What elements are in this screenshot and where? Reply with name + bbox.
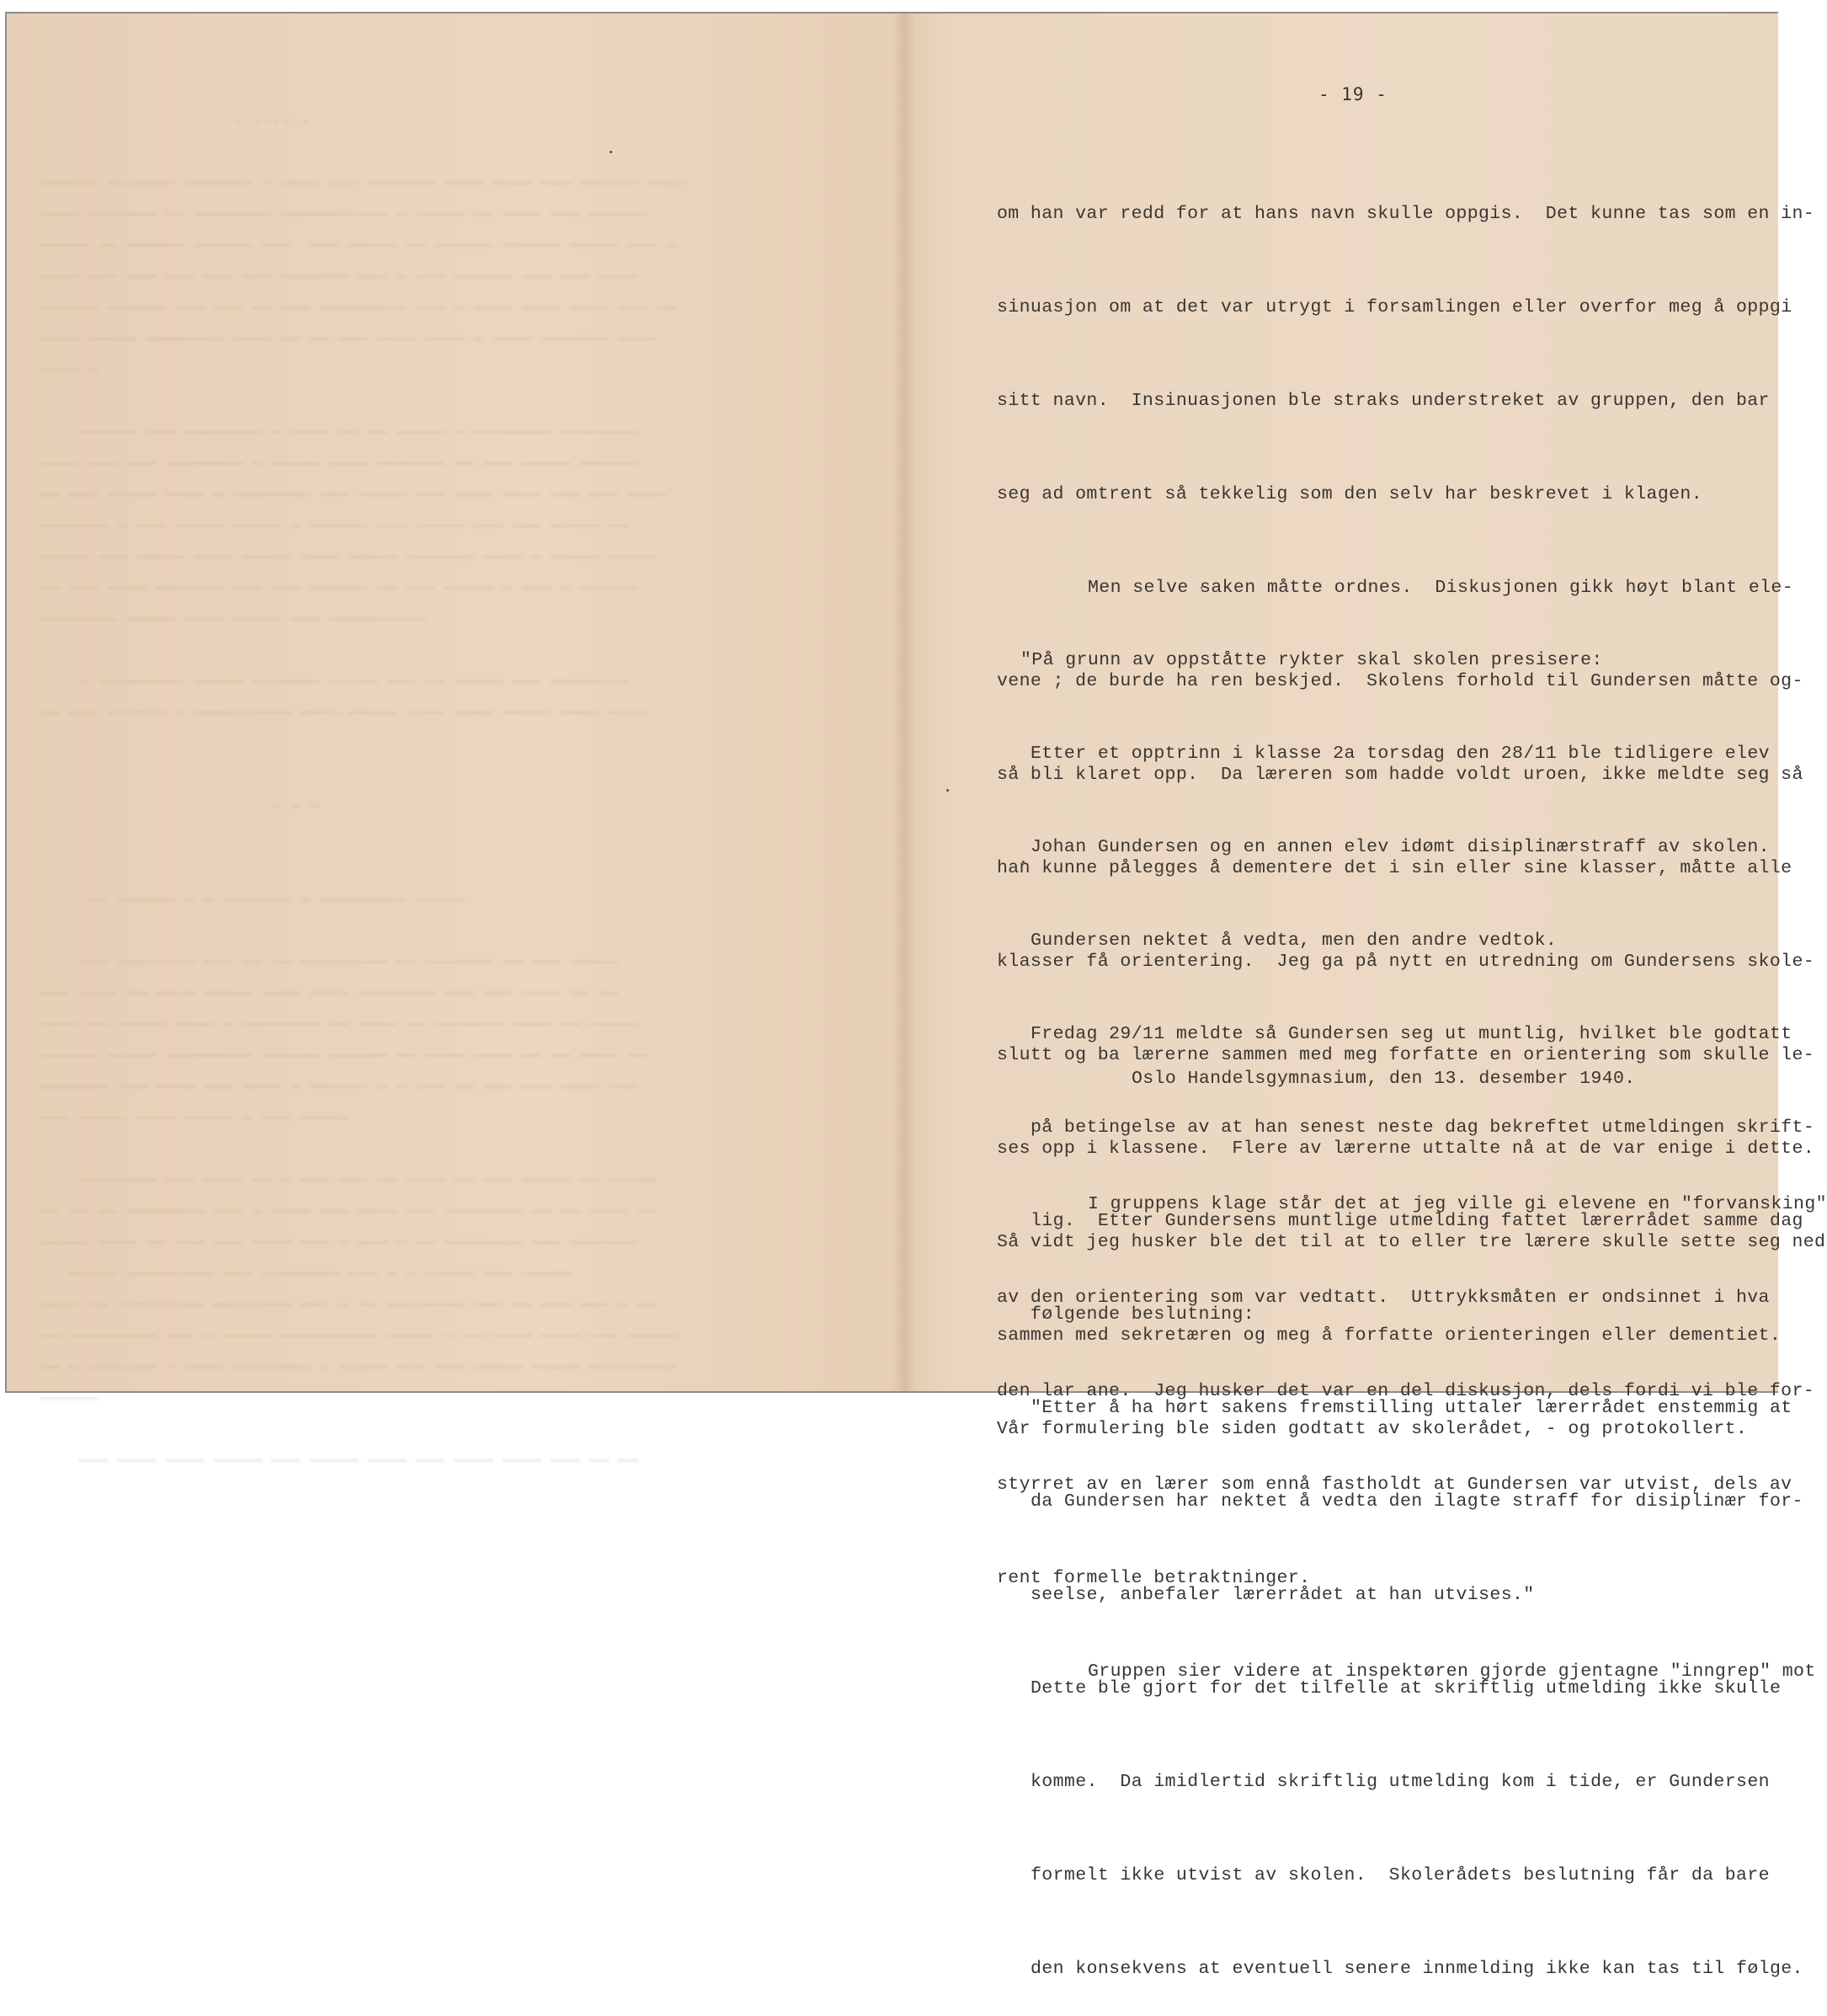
signature-line: Oslo Handelsgymnasium, den 13. desember 1940. xyxy=(1132,1069,1636,1089)
text-line: Så vidt jeg husker ble det til at to eller tre lærere skulle sette seg ned xyxy=(997,1232,1826,1252)
paper-speck xyxy=(610,151,612,153)
text-line: ses opp i klassene. Flere av lærerne uttalte nå at de var enige i dette. xyxy=(997,1139,1815,1159)
text-line: om han var redd for at hans navn skulle oppgis. Det kunne tas som en in- xyxy=(997,204,1815,224)
paper-speck xyxy=(946,789,949,792)
text-line: I gruppens klage står det at jeg ville gi elevene en "forvansking" xyxy=(1088,1194,1827,1214)
text-line: komme. Da imidlertid skriftlig utmelding kom i tide, er Gundersen xyxy=(1031,1772,1770,1792)
text-line: seg ad omtrent så tekkelig som den selv har beskrevet i klagen. xyxy=(997,484,1703,504)
text-line: vene ; de burde ha ren beskjed. Skolens forhold til Gundersen måtte og- xyxy=(997,671,1803,691)
text-line: Gruppen sier videre at inspektøren gjorde gjentagne "inngrep" mot xyxy=(1088,1661,1816,1682)
text-line: slutt og ba lærerne sammen med meg forfatte en orientering som skulle le- xyxy=(997,1045,1815,1065)
text-line: lig. Etter Gundersens muntlige utmelding fattet lærerrådet samme dag xyxy=(1031,1211,1803,1231)
text-line: Vår formulering ble siden godtatt av skolerådet, - og protokollert. xyxy=(997,1419,1748,1439)
text-line: sitt navn. Insinuasjonen ble straks understreket av gruppen, den bar xyxy=(997,391,1770,411)
text-line: Etter et opptrinn i klasse 2a torsdag den 28/11 ble tidligere elev xyxy=(1031,744,1770,764)
body-text-bottom xyxy=(997,1127,1827,1719)
text-line: Johan Gundersen og en annen elev idømt disiplinærstraff av skolen. xyxy=(1031,837,1770,857)
text-line: følgende beslutning: xyxy=(1031,1304,1255,1325)
bleed-through-texture: - ---- - ────── ─────── ─────── ─ ──── ─── ─────── ──── ──── ─── ────── ──── ──── ─────── ── ──────── ─────────── ─ ───── ── ──── ─── ────── ───── ── ────── ────── ─── ─── ───── ── ────── ────── ───── ─── ─ ──── ─── ─── ─── ─── ─── ─────── ─── ─ ─── ────── ─── ─── ──── ────── ────── ─── ─── ── ─── ───────── ─── ─ ──── ──── ──── ─── ── ──── ───── ──────── ──── ── ── ─── ──── ──── ─ ──── ─────── ──── ──── ─ ────── ─── ──────── ─ ──── ── ── ───── ─ ──────── ──────── ──── ─── ─── ──────── ─ ───── ──── ─────── ── ─── ───── ────── ── ─── ───── ──── ─ ──────── ─── ───── ─── ──── ──── ─── ─── ──── ─────── ─ ─── ───── ───── ─ ────── ─── ───── ─── ─── ───── ── ───── ─── ───── ──── ───── ──── ───── ─────── ──── ─ ───── ───── ── ─── ──── ─────── ─── ─── ────── ── ─── ───── ─ ─── ─ ────── ──────── ───── ──── ───── ─── ────────── ─ ───────── ───── ─────── ───── ─── ── ───── ─── ──────── ── ─── ────── ─ ────────── ──── ───── ──── ──── ───── ──── ──── ─ ─ ─ ── ────── ─ ─ ─────── ─ ───────── ───── ─── ──────── ─── ── ── ───────── ── ─────── ── ─── ───── ─── ──── ── ──── ───── ──── ──── ──────── ─── ─── ──── ── ── ──── ── ───── ──── ─ ──────── ── ──── ── ─────── ──── ── ───── ────── ───── ───────── ────── ────── ── ──── ──── ── ── ──── ── ─────── ─── ──── ─── ──── ─ ────── ─ ─ ─── ── ─── ─── ──── ─── ─── ───── ──── ───── ─ ─── ───── ──────── ─── ──── ── ─ ─── ─── ── ──── ── ─── ───── ── ───── ── ── ── ──────── ─── ─ ──── ─── ──── ─── ──────── ── ── ──── ── ───── ──── ── ─── ─── ──── ─── ─ ─── ─ ── ──────── ─── ─────── ───── ───────── ─── ──────── ─── ─ ─ ───── ─── ───── ──── ── ───────── ──────── ─── ─ ── ──────── ─── ── ─── ─── ─ ── ── ───────── ─── ─ ───── ────────── ───── ─ ── ──── ──── ─── ───── ── ─ ─────── ─ ──── ──────── ─ ───── ─── ─── ───── ───── ───────── ────── ─── ──── ──── ───── ─── ───── ──── ─── ──── ──── ─── ── ── xyxy=(40,112,686,1470)
page-fold xyxy=(892,13,916,1391)
text-line: da Gundersen har nektet å vedta den ilagte straff for disiplinær for- xyxy=(1031,1491,1803,1512)
text-line: den lar ane. Jeg husker det var en del diskusjon, dels fordi vi ble for- xyxy=(997,1381,1815,1401)
text-line: formelt ikke utvist av skolen. Skolerådets beslutning får da bare xyxy=(1031,1865,1770,1885)
text-line: styrret av en lærer som ennå fastholdt at Gundersen var utvist, dels av xyxy=(997,1475,1792,1495)
text-line: Gundersen nektet å vedta, men den andre vedtok. xyxy=(1031,931,1558,951)
text-line: Dette ble gjort for det tilfelle at skriftlig utmelding ikke skulle xyxy=(1031,1678,1782,1699)
text-line: han kunne pålegges å dementere det i sin eller sine klasser, måtte alle xyxy=(997,858,1792,878)
text-line: rent formelle betraktninger. xyxy=(997,1568,1311,1588)
text-line: Men selve saken måtte ordnes. Diskusjonen gikk høyt blant ele- xyxy=(1088,578,1794,598)
text-line: den konsekvens at eventuell senere innmelding ikke kan tas til følge. xyxy=(1031,1959,1803,1979)
page-number: - 19 - xyxy=(1318,84,1388,104)
text-line: klasser få orientering. Jeg ga på nytt en utredning om Gundersens skole- xyxy=(997,952,1815,972)
text-line: sammen med sekretæren og meg å forfatte orienteringen eller dementiet. xyxy=(997,1325,1782,1346)
text-line: av den orientering som var vedtatt. Uttrykksmåten er ondsinnet i hva xyxy=(997,1288,1770,1308)
text-line: seelse, anbefaler lærerrådet at han utvises." xyxy=(1031,1585,1535,1605)
text-line: så bli klaret opp. Da læreren som hadde voldt uroen, ikke meldte seg så xyxy=(997,765,1803,785)
text-line: på betingelse av at han senest neste dag bekreftet utmeldingen skrift- xyxy=(1031,1117,1815,1138)
text-line: "Etter å ha hørt sakens fremstilling uttaler lærerrådet enstemmig at xyxy=(1031,1398,1792,1418)
left-page-bleed-through xyxy=(7,13,903,1470)
text-line: Fredag 29/11 meldte så Gundersen seg ut muntlig, hvilket ble godtatt xyxy=(1031,1024,1792,1044)
text-line: "På grunn av oppståtte rykter skal skolen presisere: xyxy=(1020,650,1603,670)
text-line: sinuasjon om at det var utrygt i forsamlingen eller overfor meg å oppgi xyxy=(997,297,1792,317)
